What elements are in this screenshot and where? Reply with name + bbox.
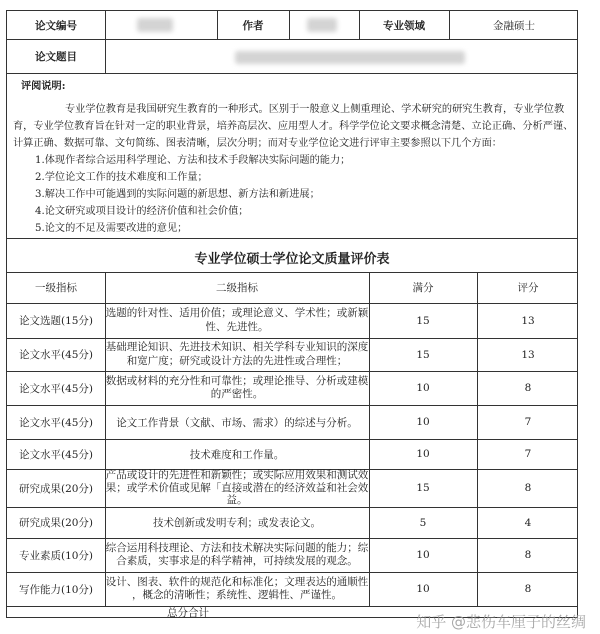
topic-redacted	[235, 51, 465, 64]
watermark: 知乎 @悲伤车厘子的丝绸	[416, 613, 586, 631]
row-score: 8	[524, 382, 532, 394]
row-score: 8	[524, 549, 532, 561]
row-full-score: 10	[416, 382, 430, 394]
paper-id-label: 论文编号	[35, 19, 77, 32]
row-level1: 写作能力(10分)	[18, 583, 94, 596]
row-level1: 论文水平(45分)	[18, 416, 94, 429]
review-line-1: 专业学位教育是我国研究生教育的一种形式。区别于一般意义上侧重理论、学术研究的研究生教育，专业学位教	[65, 104, 565, 115]
total-label: 总分合计	[167, 607, 209, 619]
table-title: 专业学位硕士学位论文质量评价表	[194, 252, 390, 267]
row-level2: 综合运用科技理论、方法和技术解决实际问题的能力；综 合素质，实事求是的科学精神，可持续发展的观念。	[105, 541, 369, 567]
review-item: 2.学位论文工作的技术难度和工作量；	[35, 172, 208, 183]
row-full-score: 5	[419, 516, 427, 529]
row-full-score: 15	[416, 348, 430, 361]
row-level2: 技术创新或发明专利；或发表论文。	[153, 517, 321, 529]
row-score: 7	[524, 448, 532, 460]
row-level2: 论文工作背景（文献、市场、需求）的综述与分析。	[116, 416, 358, 429]
row-level1: 论文选题(15分)	[18, 315, 94, 327]
review-item: 3.解决工作中可能遇到的实际问题的新思想、新方法和新进展；	[35, 189, 320, 200]
review-line-3: 计算正确、数据可靠、文句简练、图表清晰，层次分明；而对专业学位论文进行评审主要参照以下几个方面：	[13, 138, 502, 149]
evaluation-form	[6, 10, 578, 618]
row-level2: 产品或设计的先进性和新颖性；或实际应用效果和测试效 果；或学术价值或见解「直接或潜在的经济效益和社会效 益。	[105, 469, 369, 507]
row-score: 8	[524, 482, 532, 494]
row-full-score: 10	[416, 448, 430, 460]
row-score: 4	[524, 516, 532, 529]
col-header-score: 评分	[517, 282, 539, 294]
review-heading: 评阅说明:	[21, 80, 66, 92]
row-full-score: 15	[416, 314, 430, 327]
field-value: 金融硕士	[493, 19, 535, 32]
row-level2: 数据或材料的充分性和可靠性；或理论推导、分析或建模 的严密性。	[105, 374, 369, 400]
row-level1: 专业素质(10分)	[18, 549, 94, 562]
row-full-score: 10	[416, 583, 430, 595]
row-level2: 设计、图表、软件的规范化和标准化；文理表达的通顺性 ，概念的清晰性；系统性、逻辑性、严谨性。	[105, 575, 369, 601]
col-header-full-score: 满分	[412, 282, 434, 294]
row-level1: 论文水平(45分)	[18, 349, 94, 361]
row-level2: 基础理论知识、先进技术知识、相关学科专业知识的深度 和宽广度；研究或设计方法的先进性或合理性；	[105, 341, 369, 367]
col-header-level2: 二级指标	[216, 282, 258, 294]
review-line-2: 育，专业学位教育旨在针对一定的职业背景，培养高层次、应用型人才。科学学位论文要求概念清楚、立论正确、分析严谨、	[13, 121, 574, 132]
review-item: 4.论文研究或项目设计的经济价值和社会价值；	[35, 206, 249, 217]
review-item: 1.体现作者综合运用科学理论、方法和技术手段解决实际问题的能力；	[35, 155, 351, 166]
row-level2: 技术难度和工作量。	[189, 448, 285, 461]
col-header-level1: 一级指标	[35, 282, 77, 294]
field-label: 专业领域	[383, 19, 425, 32]
row-full-score: 10	[416, 416, 430, 428]
row-level1: 研究成果(20分)	[18, 482, 94, 495]
row-full-score: 10	[416, 549, 430, 561]
row-score: 13	[521, 348, 535, 361]
row-level1: 论文水平(45分)	[18, 382, 94, 395]
row-full-score: 15	[416, 482, 430, 494]
row-score: 8	[524, 583, 532, 595]
author-label: 作者	[242, 19, 264, 32]
row-level2: 选题的针对性、适用价值；或理论意义、学术性；或新颖 性、先进性。	[105, 307, 369, 333]
topic-label: 论文题目	[35, 50, 77, 63]
paper-id-redacted	[137, 18, 173, 32]
review-item: 5.论文的不足及需要改进的意见；	[35, 223, 188, 234]
row-level1: 论文水平(45分)	[18, 448, 94, 461]
row-score: 13	[521, 314, 535, 327]
author-redacted	[307, 18, 337, 32]
row-level1: 研究成果(20分)	[18, 517, 94, 529]
row-score: 7	[524, 416, 532, 428]
